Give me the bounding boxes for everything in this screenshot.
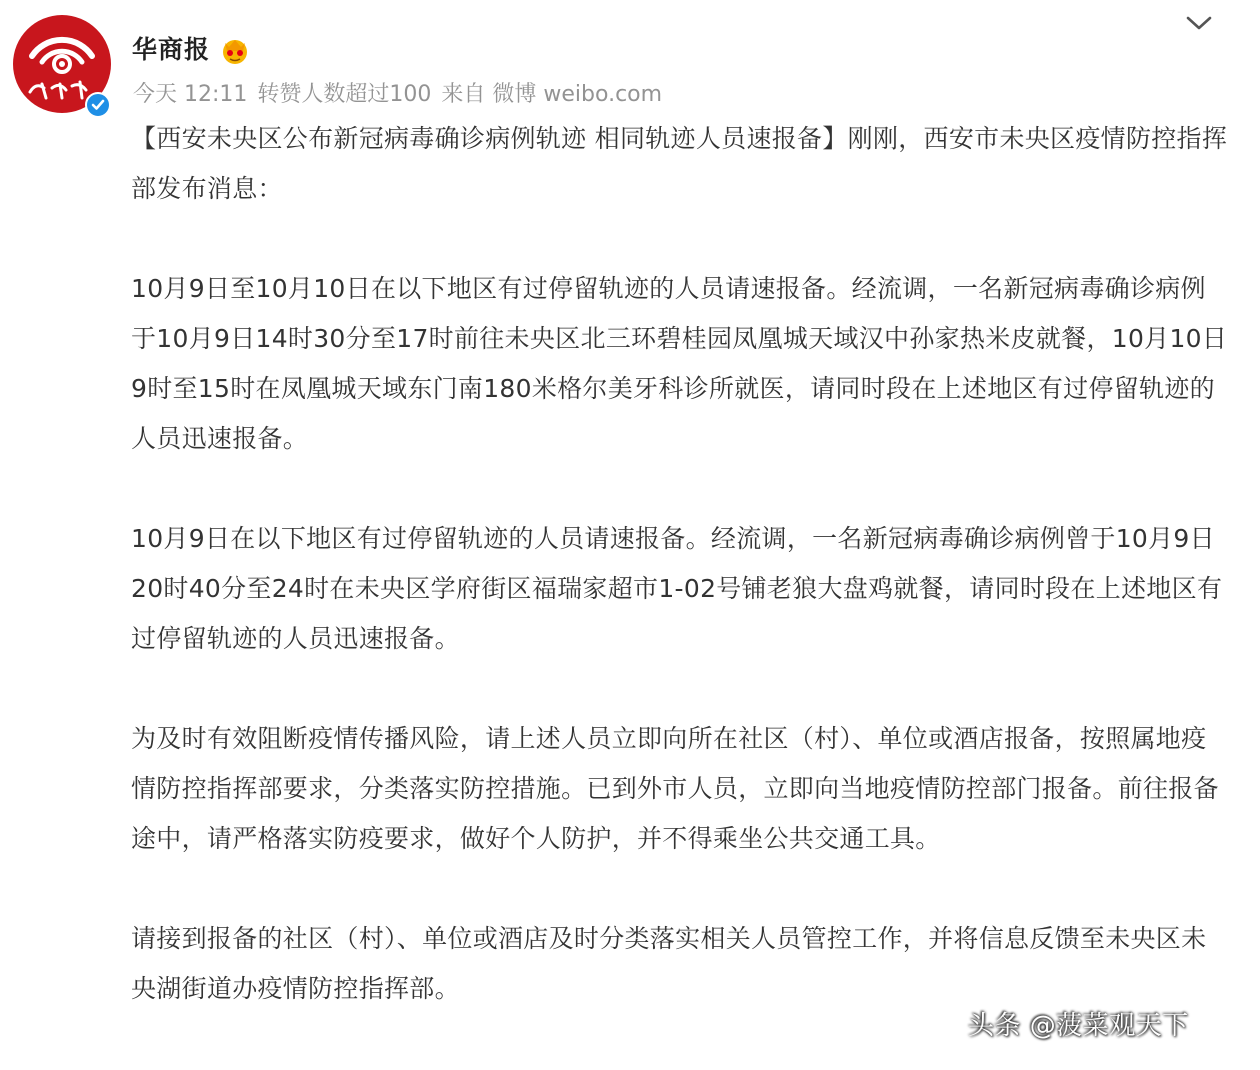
- post-paragraph: 10月9日在以下地区有过停留轨迹的人员请速报备。经流调，一名新冠病毒确诊病例曾于10月9日20时40分至24时在未央区学府街区福瑞家超市1-02号铺老狼大盘鸡就餐，请同时段在上述地区有过停留轨迹的人员迅速报备。: [131, 524, 1223, 653]
- post-paragraph: 为及时有效阻断疫情传播风险，请上述人员立即向所在社区（村）、单位或酒店报备，按照属地疫情防控指挥部要求，分类落实防控措施。已到外市人员，立即向当地疫情防控部门报备。前往报备途中，请严格落实防疫要求，做好个人防护，并不得乘坐公共交通工具。: [131, 724, 1219, 853]
- account-name[interactable]: 华商报: [132, 35, 211, 64]
- post-paragraph: 【西安未央区公布新冠病毒确诊病例轨迹 相同轨迹人员速报备】刚刚，西安市未央区疫情防控指挥部发布消息：: [131, 124, 1228, 203]
- watermark: 头条 @菠菜观天下: [968, 1011, 1189, 1041]
- post-source[interactable]: 来自 微博 weibo.com: [441, 82, 663, 107]
- post-paragraph: 请接到报备的社区（村）、单位或酒店及时分类落实相关人员管控工作，并将信息反馈至未央区未央湖街道办疫情防控指挥部。: [131, 924, 1207, 1003]
- post-paragraph: 10月9日至10月10日在以下地区有过停留轨迹的人员请速报备。经流调，一名新冠病毒确诊病例于10月9日14时30分至17时前往未央区北三环碧桂园凤凰城天域汉中孙家热米皮就餐，10月10日9时至15时在凤凰城天域东门南180米格尔美牙科诊所就医，请同时段在上述地区有过停留轨迹的人员迅速报备。: [131, 274, 1228, 453]
- verified-badge-icon: [85, 92, 111, 118]
- post-meta: [133, 80, 672, 110]
- repost-note: 转赞人数超过100: [257, 82, 432, 107]
- post-content: [131, 114, 1231, 1014]
- chevron-down-icon[interactable]: [1182, 10, 1216, 36]
- post-time[interactable]: 今天 12:11: [133, 82, 248, 107]
- vip-crown-icon[interactable]: [218, 35, 252, 65]
